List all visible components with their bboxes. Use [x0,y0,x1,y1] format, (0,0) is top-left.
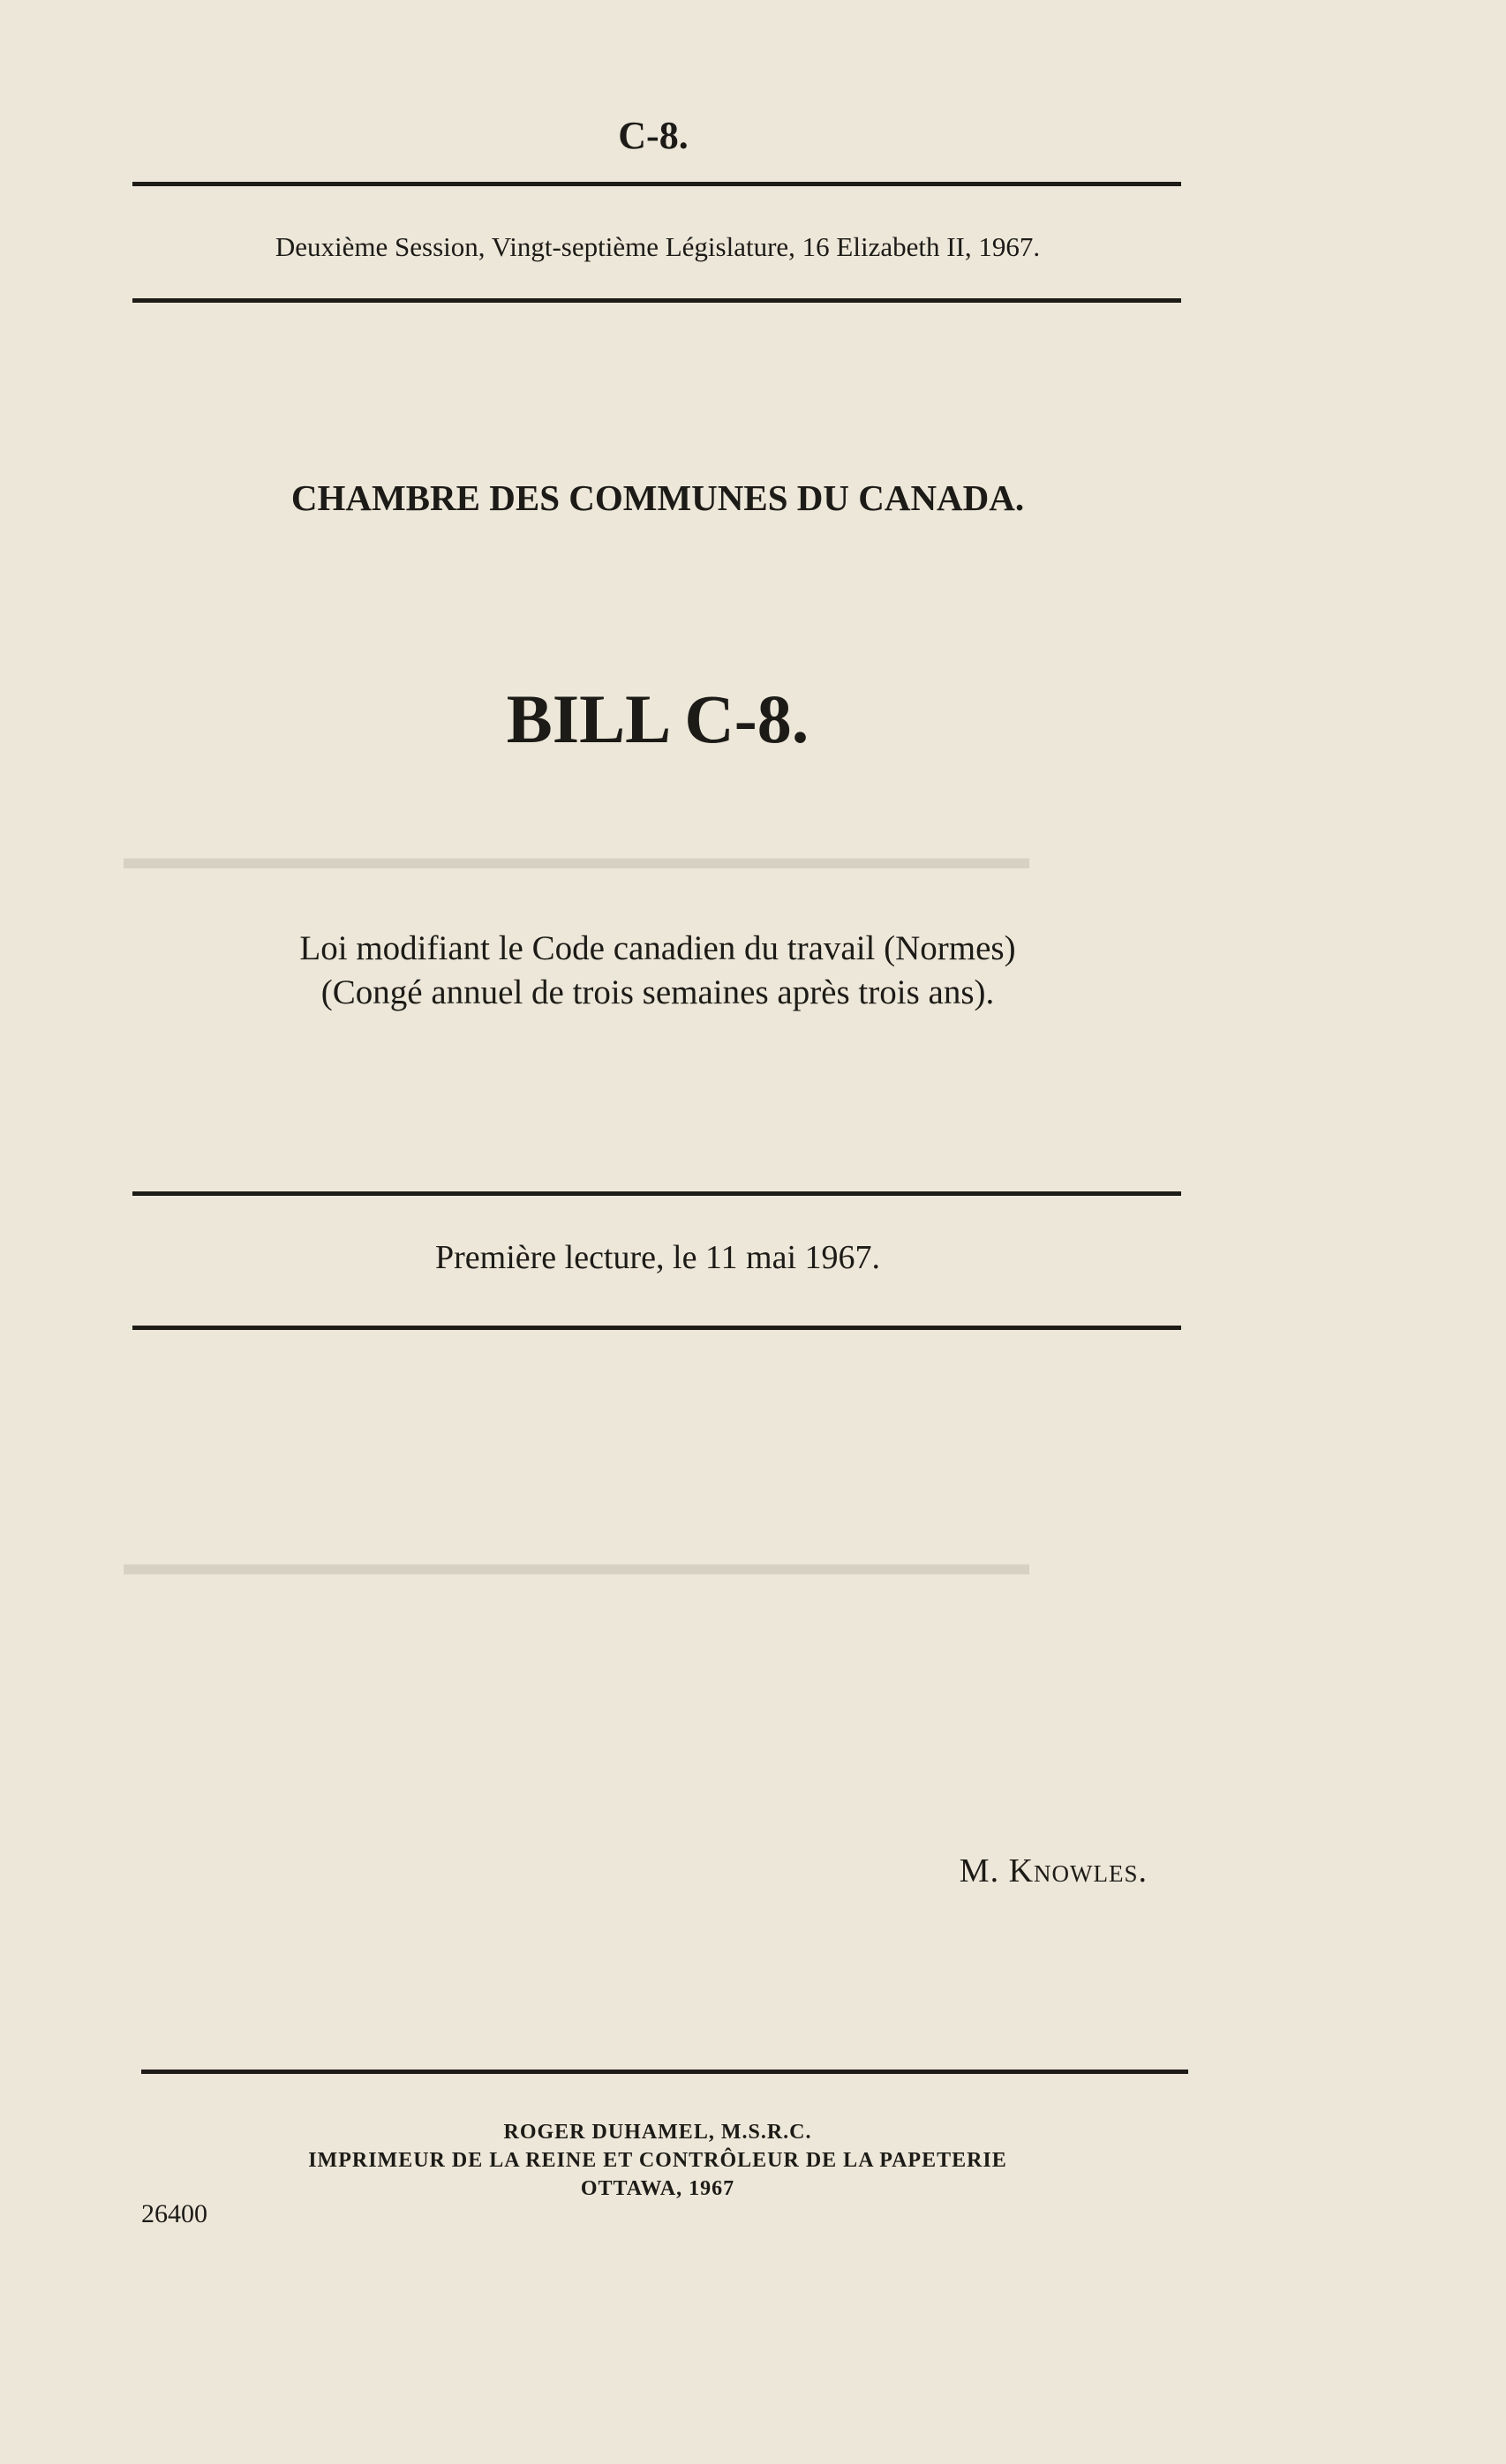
sponsor-name: M. Knowles. [959,1852,1148,1889]
session-rule [132,298,1181,303]
bleed-through-text: ▬▬▬▬▬▬▬▬▬▬▬▬▬▬▬▬▬▬▬▬▬▬▬▬▬▬▬ [124,1545,1029,1582]
chamber-heading: CHAMBRE DES COMMUNES DU CANADA. [290,477,1025,518]
printer-rule [141,2070,1188,2074]
printer-line-3: OTTAWA, 1967 [580,2177,735,2200]
session-line: Deuxième Session, Vingt-septième Législature, 16 Elizabeth II, 1967. [275,231,1041,262]
first-reading: Première lecture, le 11 mai 1967. [434,1239,881,1276]
printer-line-1: ROGER DUHAMEL, M.S.R.C. [503,2121,812,2144]
document-code-number: 26400 [141,2199,207,2228]
bill-number-header: C-8. [618,114,689,157]
bleed-through-text: ▬▬▬▬▬▬▬▬▬▬▬▬▬▬▬▬▬▬▬▬▬▬▬▬▬▬▬ [124,839,1029,876]
bill-description [159,927,1156,1015]
reading-bottom-rule [132,1326,1181,1330]
printer-block [159,2118,1156,2203]
description-line-1: Loi modifiant le Code canadien du travail (Normes) [299,929,1016,967]
printer-line-2: IMPRIMEUR DE LA REINE ET CONTRÔLEUR DE LA PAPETERIE [308,2149,1007,2172]
description-line-2: (Congé annuel de trois semaines après trois ans). [320,973,995,1011]
top-rule [132,182,1181,186]
reading-top-rule [132,1191,1181,1196]
bill-title: BILL C-8. [506,680,809,757]
